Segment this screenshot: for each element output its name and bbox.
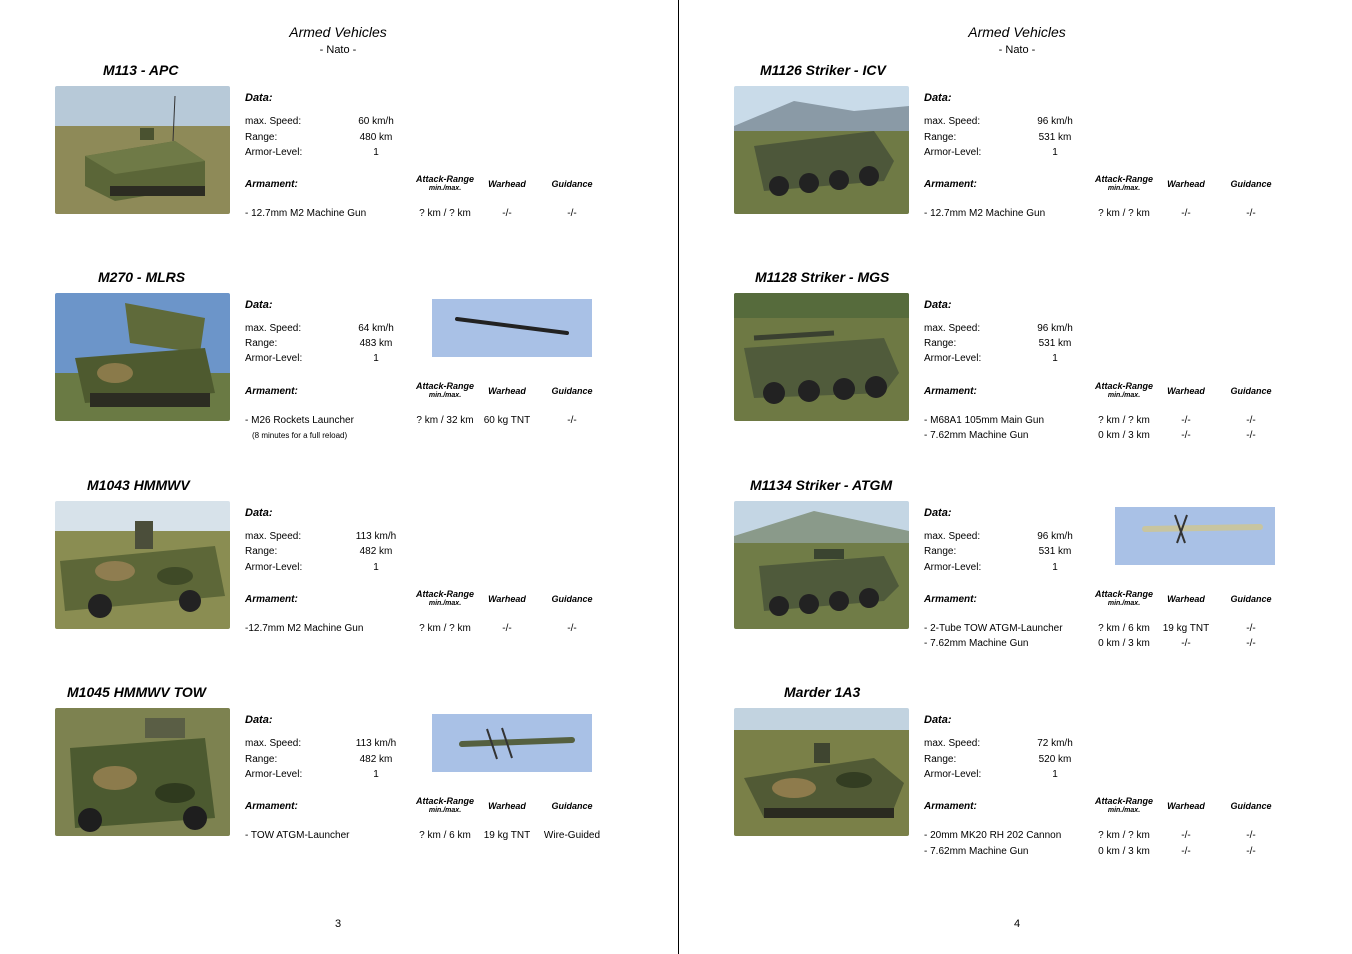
attack-range-header: Attack-Range min./max. (415, 174, 474, 192)
guidance-header: Guidance (1230, 386, 1272, 396)
weapon-guidance: -/- (1246, 430, 1256, 441)
vehicle-name: M270 - MLRS (98, 269, 186, 285)
vehicle-name: M1128 Striker - MGS (755, 269, 890, 285)
armament-label: Armament: (245, 801, 298, 812)
weapon-name: - 2-Tube TOW ATGM-Launcher (924, 623, 1063, 634)
armor-label: Armor-Level: (245, 769, 303, 780)
vehicle-photo (734, 708, 909, 836)
armament-label: Armament: (924, 594, 977, 605)
armor-value: 1 (1052, 147, 1058, 158)
speed-value: 113 km/h (355, 738, 397, 749)
speed-value: 64 km/h (358, 323, 394, 334)
armament-label: Armament: (924, 179, 977, 190)
vehicle-photo (734, 501, 909, 629)
speed-label: max. Speed: (245, 116, 302, 127)
weapon-warhead: -/- (1181, 638, 1191, 649)
armament-label: Armament: (924, 801, 977, 812)
guidance-header: Guidance (1230, 594, 1272, 604)
data-label: Data: (924, 507, 952, 519)
weapon-name: -12.7mm M2 Machine Gun (245, 623, 364, 634)
weapon-guidance: -/- (567, 208, 577, 219)
armor-label: Armor-Level: (245, 147, 303, 158)
armor-value: 1 (1052, 562, 1058, 573)
vehicle-name: M1134 Striker - ATGM (750, 477, 893, 493)
warhead-header: Warhead (1167, 801, 1205, 811)
weapon-guidance: -/- (567, 623, 577, 634)
weapon-guidance: -/- (567, 415, 577, 426)
speed-value: 96 km/h (1037, 323, 1073, 334)
vehicle-photo (55, 501, 230, 629)
weapon-guidance: -/- (1246, 830, 1256, 841)
range-value: 520 km (1038, 754, 1072, 765)
weapon-name: - M26 Rockets Launcher (245, 415, 354, 426)
weapon-guidance: -/- (1246, 638, 1256, 649)
guidance-header: Guidance (551, 386, 593, 396)
page-title: Armed Vehicles (968, 24, 1066, 40)
vehicle-photo (55, 293, 230, 421)
weapon-guidance: -/- (1246, 846, 1256, 857)
weapon-range: 0 km / 3 km (1098, 430, 1150, 441)
weapon-name: - 12.7mm M2 Machine Gun (245, 208, 367, 219)
data-label: Data: (245, 299, 273, 311)
weapon-warhead: -/- (1181, 415, 1191, 426)
weapon-name: - 7.62mm Machine Gun (924, 638, 1029, 649)
guidance-header: Guidance (1230, 179, 1272, 189)
weapon-range: ? km / ? km (1098, 830, 1150, 841)
missile-photo (432, 714, 592, 772)
page-number: 4 (1013, 918, 1021, 930)
vehicle-name: M1126 Striker - ICV (760, 62, 886, 78)
armament-label: Armament: (245, 179, 298, 190)
vehicle-entry (679, 684, 1352, 892)
weapon-guidance: -/- (1246, 623, 1256, 634)
armor-label: Armor-Level: (924, 147, 982, 158)
guidance-header: Guidance (1230, 801, 1272, 811)
vehicle-entry (679, 269, 1352, 477)
range-label: Range: (924, 754, 957, 765)
vehicle-photo (55, 708, 230, 836)
speed-value: 113 km/h (355, 531, 397, 542)
attack-range-header: Attack-Range min./max. (415, 381, 474, 399)
range-value: 531 km (1038, 132, 1072, 143)
data-label: Data: (245, 714, 273, 726)
speed-label: max. Speed: (245, 738, 302, 749)
vehicle-entry (679, 62, 1352, 270)
vehicle-entry (679, 477, 1352, 685)
weapon-name: - 7.62mm Machine Gun (924, 430, 1029, 441)
weapon-range: ? km / ? km (1098, 415, 1150, 426)
attack-range-header: Attack-Range min./max. (1094, 174, 1153, 192)
data-label: Data: (924, 714, 952, 726)
weapon-range: ? km / 6 km (1098, 623, 1150, 634)
weapon-name: - 20mm MK20 RH 202 Cannon (924, 830, 1062, 841)
armor-value: 1 (373, 353, 379, 364)
armor-value: 1 (373, 147, 379, 158)
armament-label: Armament: (245, 594, 298, 605)
range-value: 480 km (359, 132, 393, 143)
range-value: 531 km (1038, 338, 1072, 349)
page-subtitle: - Nato - (319, 44, 357, 56)
range-label: Range: (924, 132, 957, 143)
attack-range-header: Attack-Range min./max. (1094, 381, 1153, 399)
data-label: Data: (245, 507, 273, 519)
range-value: 531 km (1038, 546, 1072, 557)
speed-label: max. Speed: (924, 323, 981, 334)
vehicle-name: M113 - APC (103, 62, 179, 78)
weapon-warhead: -/- (1181, 846, 1191, 857)
page-subtitle: - Nato - (998, 44, 1036, 56)
vehicle-entry (0, 477, 676, 685)
weapon-range: ? km / ? km (1098, 208, 1150, 219)
warhead-header: Warhead (488, 801, 526, 811)
page-title: Armed Vehicles (289, 24, 387, 40)
vehicle-photo (734, 86, 909, 214)
range-value: 482 km (359, 754, 393, 765)
page-number: 3 (334, 918, 342, 930)
range-label: Range: (245, 132, 278, 143)
weapon-warhead: -/- (1181, 830, 1191, 841)
weapon-range: 0 km / 3 km (1098, 846, 1150, 857)
data-label: Data: (245, 92, 273, 104)
weapon-name: - 7.62mm Machine Gun (924, 846, 1029, 857)
weapon-range: ? km / ? km (419, 623, 471, 634)
weapon-guidance: -/- (1246, 208, 1256, 219)
warhead-header: Warhead (488, 386, 526, 396)
weapon-name: - TOW ATGM-Launcher (245, 830, 350, 841)
armor-label: Armor-Level: (924, 769, 982, 780)
weapon-warhead: 60 kg TNT (483, 415, 531, 426)
range-value: 483 km (359, 338, 393, 349)
weapon-name: - 12.7mm M2 Machine Gun (924, 208, 1046, 219)
range-label: Range: (924, 338, 957, 349)
weapon-range: ? km / ? km (419, 208, 471, 219)
attack-range-header: Attack-Range min./max. (415, 796, 474, 814)
weapon-warhead: -/- (1181, 430, 1191, 441)
speed-label: max. Speed: (924, 116, 981, 127)
armament-label: Armament: (245, 386, 298, 397)
reload-note: (8 minutes for a full reload) (252, 431, 348, 440)
armor-value: 1 (373, 769, 379, 780)
missile-photo (1115, 507, 1275, 565)
speed-label: max. Speed: (245, 323, 302, 334)
weapon-warhead: 19 kg TNT (483, 830, 531, 841)
range-label: Range: (245, 754, 278, 765)
vehicle-entry (0, 269, 676, 477)
vehicle-name: Marder 1A3 (784, 684, 861, 700)
weapon-name: - M68A1 105mm Main Gun (924, 415, 1045, 426)
armor-value: 1 (1052, 769, 1058, 780)
vehicle-entry (0, 684, 676, 892)
armor-value: 1 (373, 562, 379, 573)
speed-label: max. Speed: (924, 531, 981, 542)
armament-label: Armament: (924, 386, 977, 397)
speed-value: 60 km/h (358, 116, 394, 127)
range-value: 482 km (359, 546, 393, 557)
speed-value: 96 km/h (1037, 116, 1073, 127)
warhead-header: Warhead (1167, 179, 1205, 189)
speed-value: 72 km/h (1037, 738, 1073, 749)
vehicle-entry (0, 62, 676, 270)
armor-label: Armor-Level: (924, 562, 982, 573)
guidance-header: Guidance (551, 801, 593, 811)
weapon-range: ? km / 32 km (416, 415, 474, 426)
data-label: Data: (924, 92, 952, 104)
weapon-warhead: -/- (502, 208, 512, 219)
weapon-range: ? km / 6 km (419, 830, 471, 841)
weapon-warhead: 19 kg TNT (1162, 623, 1210, 634)
guidance-header: Guidance (551, 179, 593, 189)
range-label: Range: (924, 546, 957, 557)
armor-value: 1 (1052, 353, 1058, 364)
speed-label: max. Speed: (924, 738, 981, 749)
page-right (679, 0, 1352, 954)
speed-label: max. Speed: (245, 531, 302, 542)
range-label: Range: (245, 338, 278, 349)
attack-range-header: Attack-Range min./max. (1094, 796, 1153, 814)
vehicle-name: M1045 HMMWV TOW (67, 684, 206, 700)
data-label: Data: (924, 299, 952, 311)
weapon-range: 0 km / 3 km (1098, 638, 1150, 649)
warhead-header: Warhead (1167, 386, 1205, 396)
weapon-guidance: -/- (1246, 415, 1256, 426)
armor-label: Armor-Level: (245, 353, 303, 364)
range-label: Range: (245, 546, 278, 557)
vehicle-name: M1043 HMMWV (87, 477, 190, 493)
warhead-header: Warhead (488, 179, 526, 189)
armor-label: Armor-Level: (924, 353, 982, 364)
warhead-header: Warhead (1167, 594, 1205, 604)
weapon-warhead: -/- (1181, 208, 1191, 219)
vehicle-photo (55, 86, 230, 214)
weapon-guidance: Wire-Guided (543, 830, 601, 841)
missile-photo (432, 299, 592, 357)
weapon-warhead: -/- (502, 623, 512, 634)
armor-label: Armor-Level: (245, 562, 303, 573)
attack-range-header: Attack-Range min./max. (1094, 589, 1153, 607)
warhead-header: Warhead (488, 594, 526, 604)
attack-range-header: Attack-Range min./max. (415, 589, 474, 607)
guidance-header: Guidance (551, 594, 593, 604)
vehicle-photo (734, 293, 909, 421)
speed-value: 96 km/h (1037, 531, 1073, 542)
